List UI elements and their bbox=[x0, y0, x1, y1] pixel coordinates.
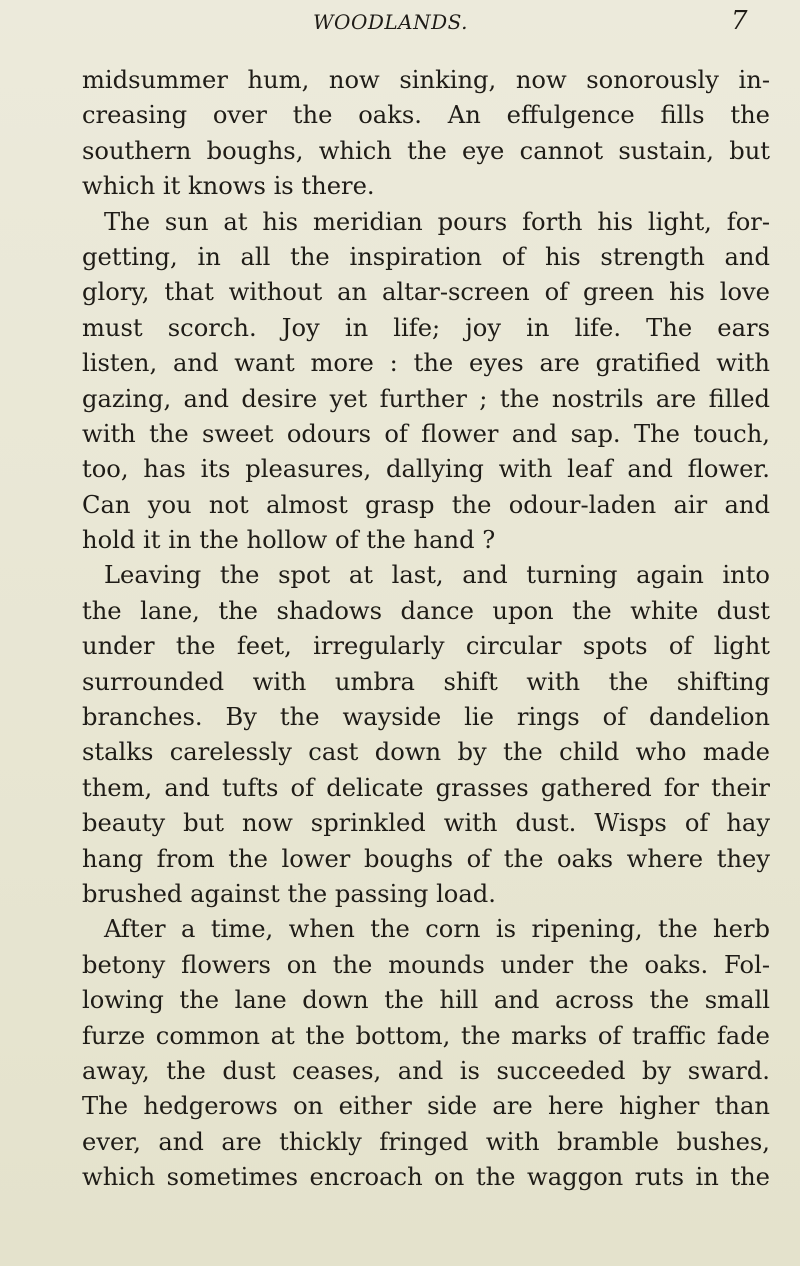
text-line: branches. By the wayside lie rings of dandelion bbox=[82, 703, 770, 732]
text-line: Leaving the spot at last, and turning again into bbox=[104, 561, 770, 590]
running-head bbox=[0, 6, 800, 46]
page-number: 7 bbox=[731, 6, 748, 36]
text-line: beauty but now sprinkled with dust. Wisps of hay bbox=[82, 809, 770, 838]
text-line: the lane, the shadows dance upon the white dust bbox=[82, 596, 770, 625]
text-line: too, has its pleasures, dallying with leaf and flower. bbox=[82, 455, 770, 484]
text-line: gazing, and desire yet further ; the nostrils are filled bbox=[82, 384, 770, 413]
text-line: which sometimes encroach on the waggon ruts in the bbox=[82, 1163, 770, 1192]
text-line: which it knows is there. bbox=[82, 172, 375, 201]
text-body bbox=[82, 63, 770, 1196]
text-line: Can you not almost grasp the odour-laden air and bbox=[82, 490, 770, 519]
text-line: hold it in the hollow of the hand ? bbox=[82, 526, 496, 555]
text-line: getting, in all the inspiration of his strength and bbox=[82, 242, 770, 271]
text-line: creasing over the oaks. An effulgence fills the bbox=[82, 101, 770, 130]
text-line: ever, and are thickly fringed with bramble bushes, bbox=[82, 1127, 770, 1156]
text-line: hang from the lower boughs of the oaks where they bbox=[82, 844, 770, 873]
text-line: midsummer hum, now sinking, now sonorously in- bbox=[82, 66, 770, 94]
text-line: lowing the lane down the hill and across the small bbox=[82, 986, 770, 1015]
text-line: them, and tufts of delicate grasses gathered for their bbox=[82, 773, 770, 802]
text-line: furze common at the bottom, the marks of traffic fade bbox=[82, 1021, 770, 1050]
text-line: The sun at his meridian pours forth his light, for- bbox=[104, 207, 770, 236]
running-title: WOODLANDS. bbox=[313, 10, 468, 34]
text-line: southern boughs, which the eye cannot sustain, but bbox=[82, 136, 770, 165]
text-line: The hedgerows on either side are here higher than bbox=[82, 1092, 770, 1121]
text-line: away, the dust ceases, and is succeeded by sward. bbox=[82, 1056, 770, 1085]
text-line: After a time, when the corn is ripening, the herb bbox=[104, 915, 770, 944]
text-line: stalks carelessly cast down by the child who made bbox=[82, 738, 770, 767]
text-line: brushed against the passing load. bbox=[82, 879, 496, 908]
text-line: under the feet, irregularly circular spots of light bbox=[82, 632, 770, 661]
text-line: surrounded with umbra shift with the shifting bbox=[82, 667, 770, 696]
text-line: must scorch. Joy in life; joy in life. The ears bbox=[82, 313, 770, 342]
text-line: with the sweet odours of flower and sap. The touch, bbox=[82, 419, 770, 448]
text-line: glory, that without an altar-screen of green his love bbox=[82, 278, 770, 307]
text-line: betony flowers on the mounds under the oaks. Fol- bbox=[82, 950, 770, 979]
text-line: listen, and want more : the eyes are gratified with bbox=[82, 349, 770, 378]
